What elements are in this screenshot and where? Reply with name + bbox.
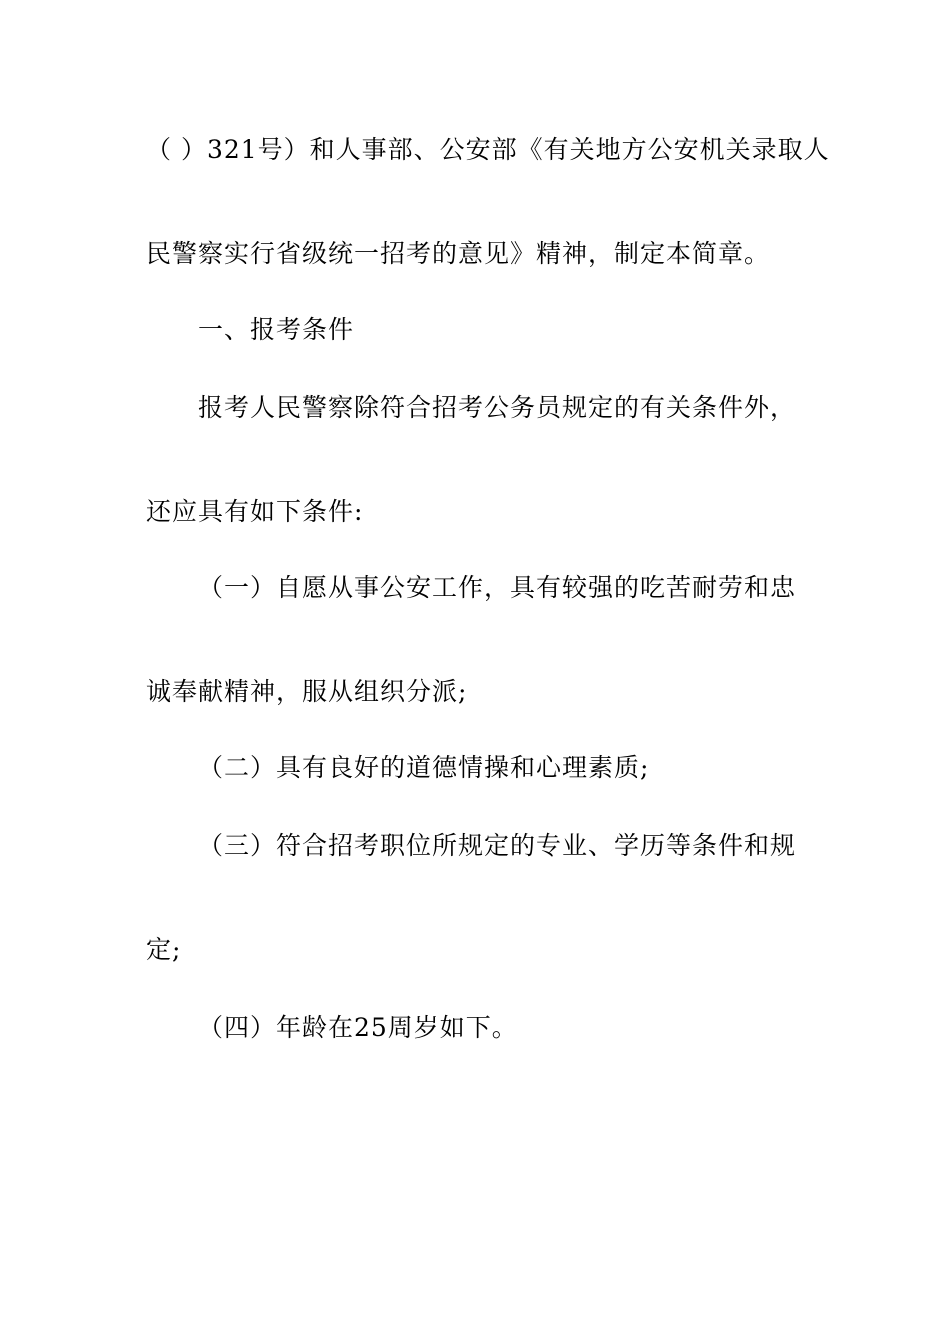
paragraph-line: 还应具有如下条件: <box>146 497 364 526</box>
list-item-line: （四）年龄在25周岁如下。 <box>198 1013 518 1042</box>
paragraph-line: （ ）321号）和人事部、公安部《有关地方公安机关录取人 <box>146 135 830 164</box>
list-item-line: 诚奉献精神，服从组织分派; <box>146 677 468 706</box>
list-item-line: 定; <box>146 935 182 964</box>
list-item-line: （一）自愿从事公安工作，具有较强的吃苦耐劳和忠 <box>198 573 797 602</box>
list-item-line: （三）符合招考职位所规定的专业、学历等条件和规 <box>198 831 797 860</box>
section-heading: 一、报考条件 <box>198 315 355 344</box>
list-item-line: （二）具有良好的道德情操和心理素质; <box>198 753 650 782</box>
paragraph-line: 民警察实行省级统一招考的意见》精神，制定本简章。 <box>146 239 771 268</box>
paragraph-line: 报考人民警察除符合招考公务员规定的有关条件外， <box>198 393 797 422</box>
